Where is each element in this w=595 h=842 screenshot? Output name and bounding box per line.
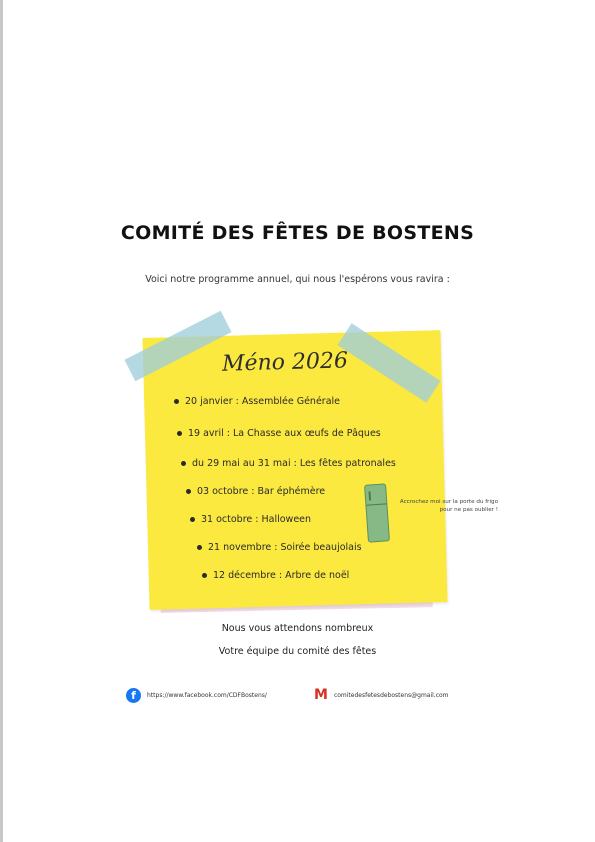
bullet-icon — [177, 431, 182, 436]
bullet-icon — [190, 517, 195, 522]
event-item — [177, 428, 381, 439]
event-text: du 29 mai au 31 mai : Les fêtes patronales — [192, 458, 396, 469]
bullet-icon — [174, 399, 179, 404]
bullet-icon — [181, 461, 186, 466]
fridge-note: Accrochez moi sur la porte du frigo pour ne pas oublier ! — [399, 499, 498, 513]
facebook-contact[interactable] — [126, 688, 267, 703]
fridge-icon — [364, 483, 390, 542]
event-text: 12 décembre : Arbre de noël — [213, 570, 350, 581]
closing-invitation: Nous vous attendons nombreux — [221, 623, 374, 634]
event-text: 03 octobre : Bar éphémère — [197, 486, 326, 497]
event-text: 21 novembre : Soirée beaujolais — [208, 542, 362, 553]
event-item — [186, 486, 325, 497]
facebook-link[interactable]: https://www.facebook.com/CDFBostens/ — [147, 692, 267, 699]
email-link[interactable]: comitedesfetesdebostens@gmail.com — [333, 691, 449, 699]
intro-text: Voici notre programme annuel, qui nous l'espérons vous ravira : — [145, 274, 450, 285]
page-title: COMITÉ DES FÊTES DE BOSTENS — [120, 222, 475, 244]
bullet-icon — [202, 573, 207, 578]
email-contact[interactable] — [314, 688, 449, 702]
memo-title: Méno 2026 — [221, 348, 349, 377]
facebook-icon[interactable]: f — [126, 688, 141, 703]
event-item — [190, 514, 311, 525]
event-text: 20 janvier : Assemblée Générale — [185, 396, 341, 407]
event-item — [174, 396, 340, 407]
page-edge — [0, 0, 3, 842]
event-item — [181, 458, 396, 469]
event-text: 19 avril : La Chasse aux œufs de Pâques — [188, 428, 381, 439]
event-text: 31 octobre : Halloween — [201, 514, 312, 525]
bullet-icon — [186, 489, 191, 494]
closing-signature: Votre équipe du comité des fêtes — [218, 646, 377, 657]
event-item — [202, 570, 349, 581]
bullet-icon — [197, 545, 202, 550]
event-item — [197, 542, 362, 553]
gmail-icon[interactable]: M — [314, 687, 328, 703]
